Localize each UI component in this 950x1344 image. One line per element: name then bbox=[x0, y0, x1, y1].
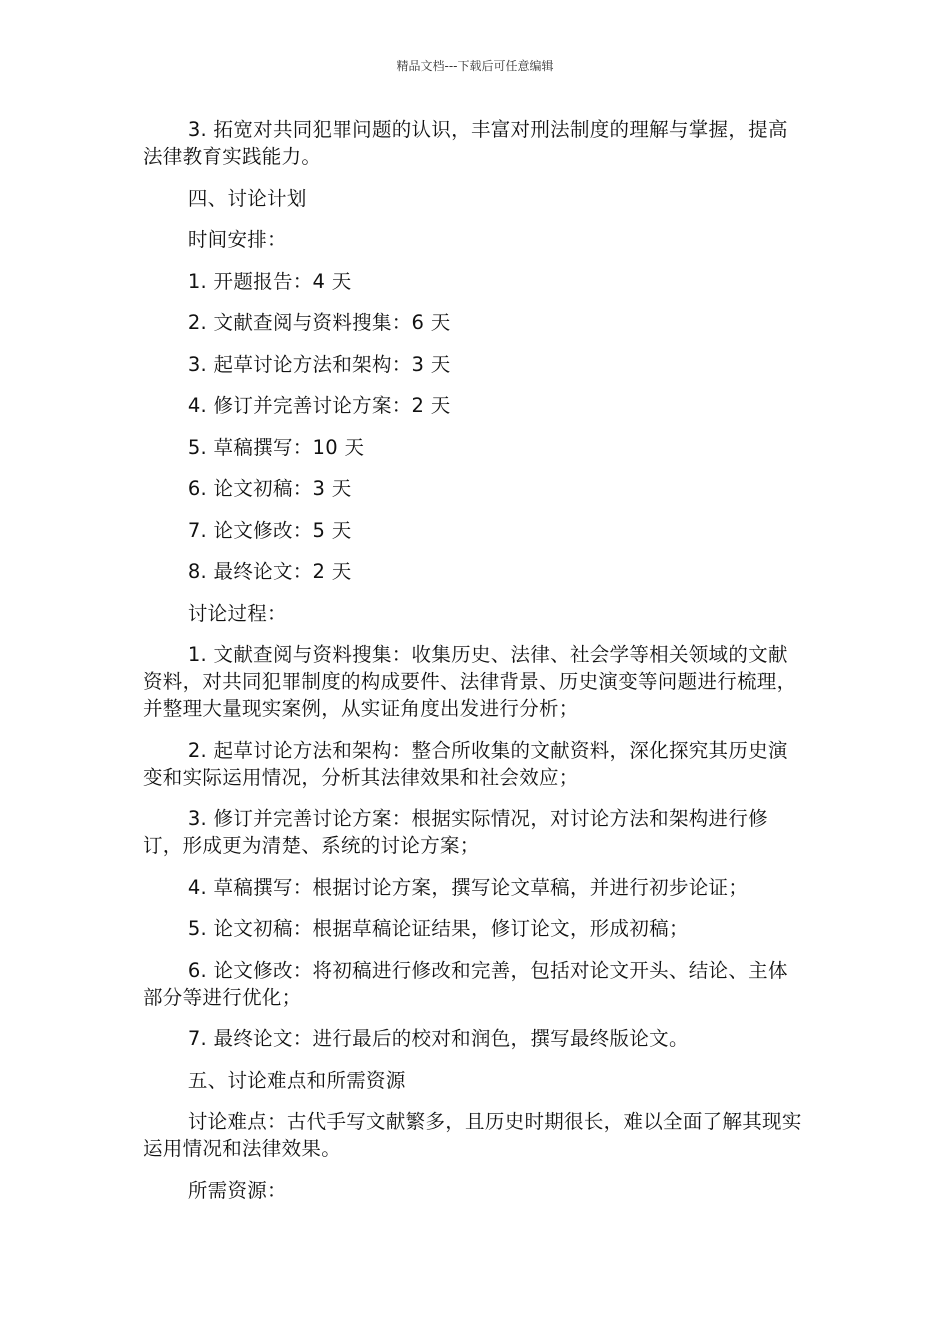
process-step: 3. 修订并完善讨论方案：根据实际情况，对讨论方法和架构进行修订，形成更为清楚、系统的讨论方案； bbox=[143, 807, 768, 857]
schedule-item: 1. 开题报告：4 天 bbox=[187, 269, 352, 293]
process-step: 5. 论文初稿：根据草稿论证结果，修订论文，形成初稿； bbox=[187, 917, 689, 940]
process-step: 2. 起草讨论方法和架构：整合所收集的文献资料，深化探究其历史演变和实际运用情况，分析其法律效果和社会效应； bbox=[143, 738, 788, 789]
schedule-item: 3. 起草讨论方法和架构：3 天 bbox=[187, 352, 451, 376]
schedule-item: 7. 论文修改：5 天 bbox=[187, 518, 352, 542]
schedule-item: 8. 最终论文：2 天 bbox=[187, 560, 352, 583]
schedule-item: 2. 文献查阅与资料搜集：6 天 bbox=[187, 311, 451, 334]
process-step: 1. 文献查阅与资料搜集：收集历史、法律、社会学等相关领域的文献资料，对共同犯罪制度的构成要件、法律背景、历史演变等问题进行梳理，并整理大量现实案例，从实证角度出发进行分析； bbox=[143, 643, 797, 720]
difficulties-paragraph: 讨论难点：古代手写文献繁多，且历史时期很长，难以全面了解其现实运用情况和法律效果。 bbox=[143, 1110, 802, 1160]
resources-heading: 所需资源： bbox=[187, 1178, 287, 1202]
page-header: 精品文档---下载后可任意编辑 bbox=[396, 59, 554, 73]
schedule-item: 4. 修订并完善讨论方案：2 天 bbox=[187, 394, 451, 417]
section-heading-difficulties: 五、讨论难点和所需资源 bbox=[187, 1068, 406, 1092]
process-step: 6. 论文修改：将初稿进行修改和完善，包括对论文开头、结论、主体部分等进行优化； bbox=[143, 958, 788, 1009]
schedule-heading: 时间安排： bbox=[187, 228, 287, 251]
schedule-item: 5. 草稿撰写：10 天 bbox=[187, 435, 365, 459]
process-step: 7. 最终论文：进行最后的校对和润色，撰写最终版论文。 bbox=[187, 1027, 689, 1050]
paragraph-objective-3: 3. 拓宽对共同犯罪问题的认识，丰富对刑法制度的理解与掌握，提高法律教育实践能力。 bbox=[143, 118, 788, 168]
document-body bbox=[143, 116, 803, 1218]
process-heading: 讨论过程： bbox=[187, 601, 287, 625]
section-heading-plan: 四、讨论计划 bbox=[187, 186, 307, 210]
process-step: 4. 草稿撰写：根据讨论方案，撰写论文草稿，并进行初步论证； bbox=[187, 875, 749, 899]
schedule-item: 6. 论文初稿：3 天 bbox=[187, 477, 352, 500]
